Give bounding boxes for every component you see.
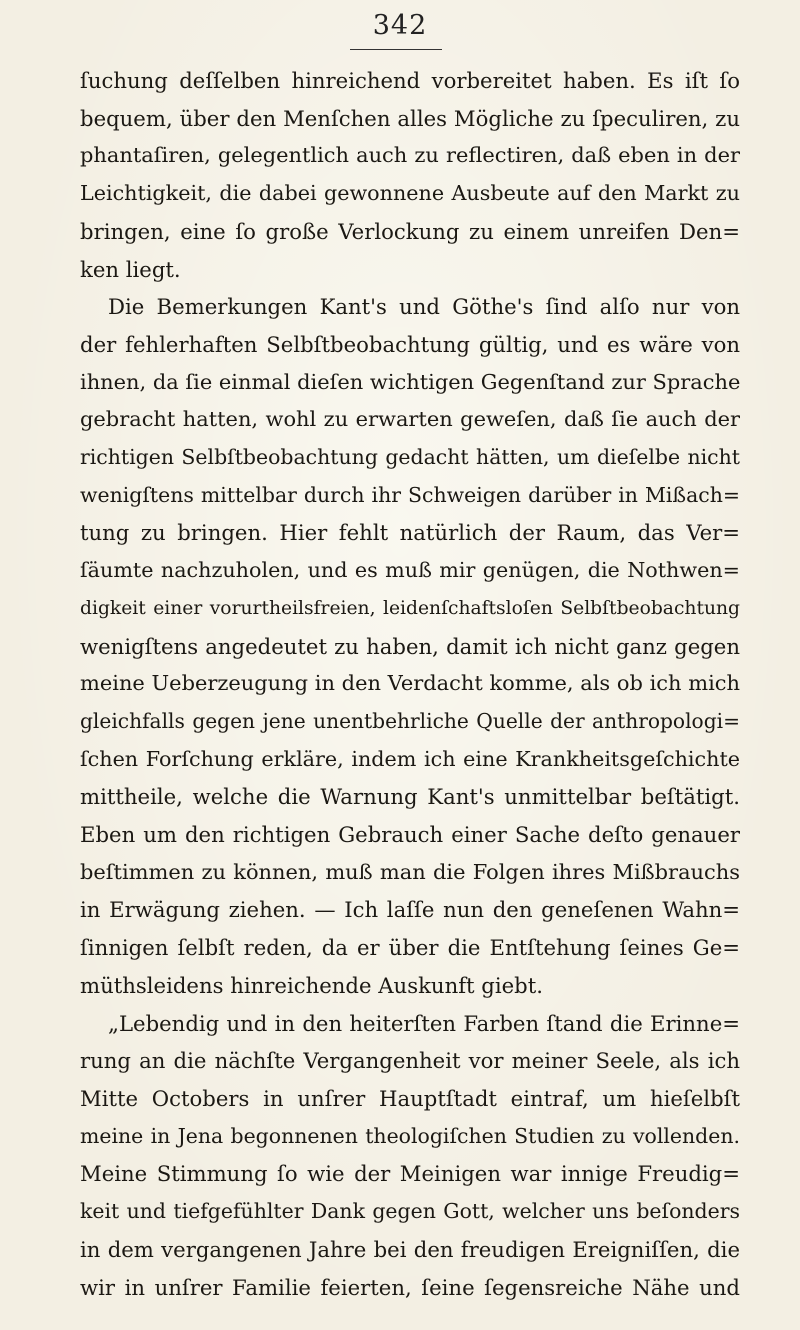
text-line: tung zu bringen. Hier fehlt natürlich der Raum, das Ver= <box>80 520 740 546</box>
text-line: Meine Stimmung ſo wie der Meinigen war innige Freudig= <box>80 1161 740 1187</box>
page-number: 342 <box>372 10 428 41</box>
page-number-underline <box>350 49 442 50</box>
text-line: ſchen Forſchung erkläre, indem ich eine Krankheitsgeſchichte <box>80 746 740 771</box>
text-line: beſtimmen zu können, muß man die Folgen ihres Mißbrauchs <box>80 859 740 884</box>
text-line: Die Bemerkungen Kant's und Göthe's ſind alſo nur von <box>108 294 740 320</box>
text-line: Leichtigkeit, die dabei gewonnene Ausbeute auf den Markt zu <box>80 181 740 206</box>
text-line: phantaſiren, gelegentlich auch zu reflectiren, daß eben in der <box>80 143 740 168</box>
text-line: ſinnigen ſelbſt reden, da er über die Entſtehung ſeines Ge= <box>80 935 740 961</box>
text-line: ken liegt. <box>80 256 181 282</box>
text-line: ihnen, da ſie einmal dieſen wichtigen Gegenſtand zur Sprache <box>80 369 740 394</box>
text-line: ſuchung deſſelben hinreichend vorbereitet haben. Es iſt ſo <box>80 68 740 93</box>
text-line: meine Ueberzeugung in den Verdacht komme, als ob ich mich <box>80 671 740 696</box>
paragraph-1 <box>80 62 740 288</box>
text-line: der fehlerhaften Selbſtbeobachtung gültig, und es wäre von <box>80 331 740 357</box>
text-line: Eben um den richtigen Gebrauch einer Sache deſto genauer <box>80 822 740 848</box>
text-line: bequem, über den Menſchen alles Mögliche zu ſpeculiren, zu <box>80 105 740 131</box>
text-line: keit und tiefgefühlter Dank gegen Gott, welcher uns beſonders <box>80 1199 740 1224</box>
text-line: in dem vergangenen Jahre bei den freudigen Ereigniſſen, die <box>80 1236 740 1262</box>
text-line: in Erwägung ziehen. — Ich laſſe nun den geneſenen Wahn= <box>80 897 740 923</box>
text-line: richtigen Selbſtbeobachtung gedacht hätten, um dieſelbe nicht <box>80 445 740 470</box>
text-line: bringen, eine ſo große Verlockung zu einem unreifen Den= <box>80 218 740 244</box>
text-line: meine in Jena begonnenen theologiſchen Studien zu vollenden. <box>80 1123 740 1148</box>
text-line: ſäumte nachzuholen, und es muß mir genügen, die Nothwen= <box>80 558 740 583</box>
text-line: wenigſtens mittelbar durch ihr Schweigen darüber in Mißach= <box>80 482 740 507</box>
text-line: digkeit einer vorurtheilsfreien, leidenſchaftsloſen Selbſtbeobachtung <box>80 597 740 619</box>
text-line: wir in unſrer Familie feierten, ſeine ſegensreiche Nähe und <box>80 1274 740 1300</box>
text-line: rung an die nächſte Vergangenheit vor meiner Seele, als ich <box>80 1048 740 1074</box>
paragraph-3 <box>80 1005 740 1307</box>
text-line: gleichfalls gegen jene unentbehrliche Quelle der anthropologi= <box>80 708 740 733</box>
text-line: „Lebendig und in den heiterſten Farben ſtand die Erinne= <box>108 1010 740 1036</box>
text-line: müthsleidens hinreichende Auskunft giebt. <box>80 972 543 998</box>
text-line: Mitte Octobers in unſrer Hauptſtadt eintraf, um hieſelbſt <box>80 1085 740 1111</box>
text-line: wenigſtens angedeutet zu haben, damit ich nicht ganz gegen <box>80 633 740 659</box>
text-line: mittheile, welche die Warnung Kant's unmittelbar beſtätigt. <box>80 784 740 810</box>
body-text <box>80 62 740 1306</box>
text-line: gebracht hatten, wohl zu erwarten geweſen, daß ſie auch der <box>80 407 740 432</box>
paragraph-2 <box>80 288 740 1004</box>
